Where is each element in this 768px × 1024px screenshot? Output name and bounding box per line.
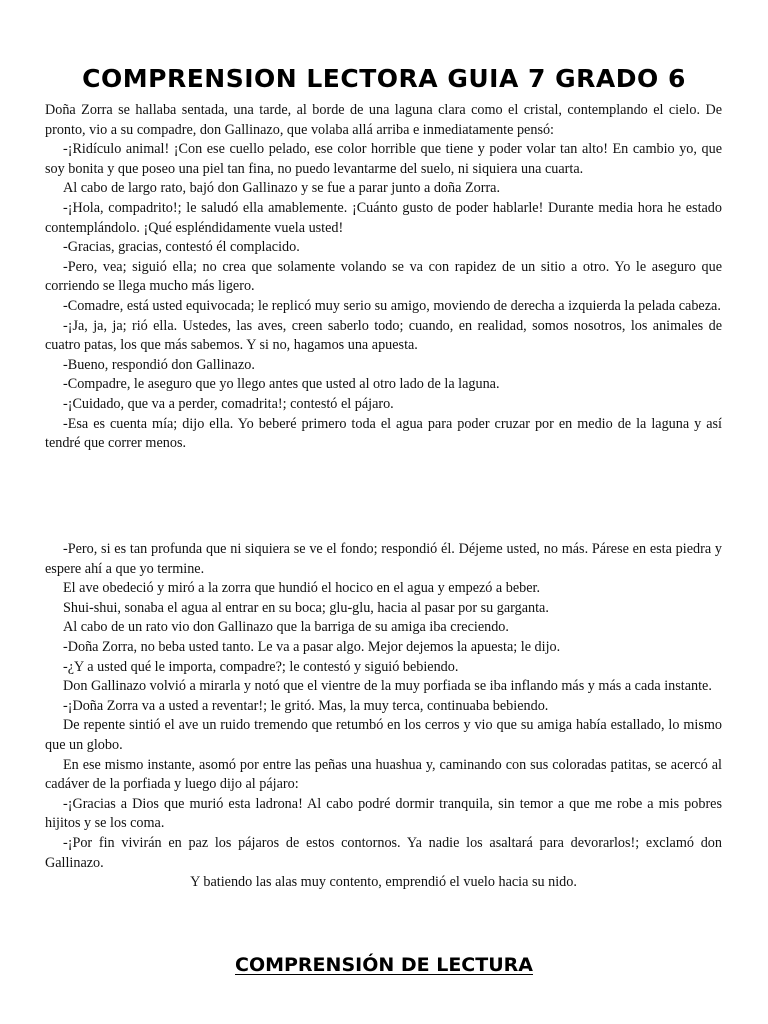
story-paragraph: -Pero, si es tan profunda que ni siquiera se ve el fondo; respondió él. Déjeme usted, no más. Párese en esta piedra y espere ahí a que yo termine.	[45, 541, 722, 577]
story-paragraph: Shui-shui, sonaba el agua al entrar en su boca; glu-glu, hacia al pasar por su garganta.	[63, 599, 549, 616]
story-paragraph: En ese mismo instante, asomó por entre las peñas una huashua y, caminando con sus coloradas patitas, se acercó al cadáver de la porfiada y luego dijo al pájaro:	[45, 756, 722, 793]
section-heading: COMPRENSIÓN DE LECTURA	[235, 954, 533, 976]
story-paragraph: -¡Gracias a Dios que murió esta ladrona! Al cabo podré dormir tranquila, sin temor a que me robe a mis pobres hijitos y se los coma.	[45, 795, 722, 832]
story-paragraph: El ave obedeció y miró a la zorra que hundió el hocico en el agua y empezó a beber.	[63, 580, 541, 597]
story-paragraph: -¡Ridículo animal! ¡Con ese cuello pelado, ese color horrible que tiene y poder volar tan alto! En cambio yo, que soy bonita y que poseo una piel tan fina, no puedo levantarme del suelo, ni siquiera una cuarta.	[45, 141, 722, 177]
page-title: COMPRENSION LECTORA GUIA 7 GRADO 6	[82, 64, 686, 93]
story-paragraph: Doña Zorra se hallaba sentada, una tarde, al borde de una laguna clara como el cristal, contemplando el cielo. De pronto, vio a su compadre, don Gallinazo, que volaba allá arriba e inmediatamente pensó:	[45, 102, 722, 138]
story-paragraph: -¡Cuidado, que va a perder, comadrita!; contestó el pájaro.	[63, 395, 394, 412]
story-paragraph: -¡Por fin vivirán en paz los pájaros de estos contornos. Ya nadie los asaltará para devorarlos!; exclamó don Gallinazo.	[45, 834, 722, 871]
story-part-1	[45, 101, 722, 454]
story-paragraph: -Comadre, está usted equivocada; le replicó muy serio su amigo, moviendo de derecha a izquierda la pelada cabeza.	[63, 297, 721, 314]
story-closing-line: Y batiendo las alas muy contento, emprendió el vuelo hacia su nido.	[190, 874, 577, 891]
story-paragraph: -¿Y a usted qué le importa, compadre?; le contestó y siguió bebiendo.	[63, 658, 459, 675]
story-paragraph: -Doña Zorra, no beba usted tanto. Le va a pasar algo. Mejor dejemos la apuesta; le dijo.	[63, 638, 561, 655]
story-paragraph: Don Gallinazo volvió a mirarla y notó que el vientre de la muy porfiada se iba inflando más y más a cada instante.	[63, 678, 712, 695]
story-paragraph: -Gracias, gracias, contestó él complacido.	[63, 239, 300, 256]
story-paragraph: -Bueno, respondió don Gallinazo.	[63, 356, 255, 373]
story-part-2	[45, 540, 722, 893]
story-paragraph: -Esa es cuenta mía; dijo ella. Yo beberé primero toda el agua para poder cruzar por en medio de la laguna y así tendré que correr menos.	[45, 415, 722, 452]
story-paragraph: -Pero, vea; siguió ella; no crea que solamente volando se va con rapidez de un sitio a otro. Yo le aseguro que corriendo se llega mucho más ligero.	[45, 258, 722, 295]
story-paragraph: Al cabo de un rato vio don Gallinazo que la barriga de su amiga iba creciendo.	[63, 619, 509, 636]
story-paragraph: De repente sintió el ave un ruido tremendo que retumbó en los cerros y vio que su amiga había estallado, lo mismo que un globo.	[45, 717, 722, 753]
story-paragraph: -¡Doña Zorra va a usted a reventar!; le gritó. Mas, la muy terca, continuaba bebiendo.	[63, 697, 549, 714]
story-paragraph: -¡Hola, compadrito!; le saludó ella amablemente. ¡Cuánto gusto de poder hablarle! Durante media hora he estado contemplándolo. ¡Qué espléndidamente vuela usted!	[45, 199, 722, 236]
story-paragraph: Al cabo de largo rato, bajó don Gallinazo y se fue a parar junto a doña Zorra.	[63, 180, 501, 197]
story-paragraph: -Compadre, le aseguro que yo llego antes que usted al otro lado de la laguna.	[63, 376, 500, 393]
story-paragraph: -¡Ja, ja, ja; rió ella. Ustedes, las aves, creen saberlo todo; cuando, en realidad, somos nosotros, los animales de cuatro patas, los que más sabemos. Y si no, hagamos una apuesta.	[45, 317, 722, 354]
